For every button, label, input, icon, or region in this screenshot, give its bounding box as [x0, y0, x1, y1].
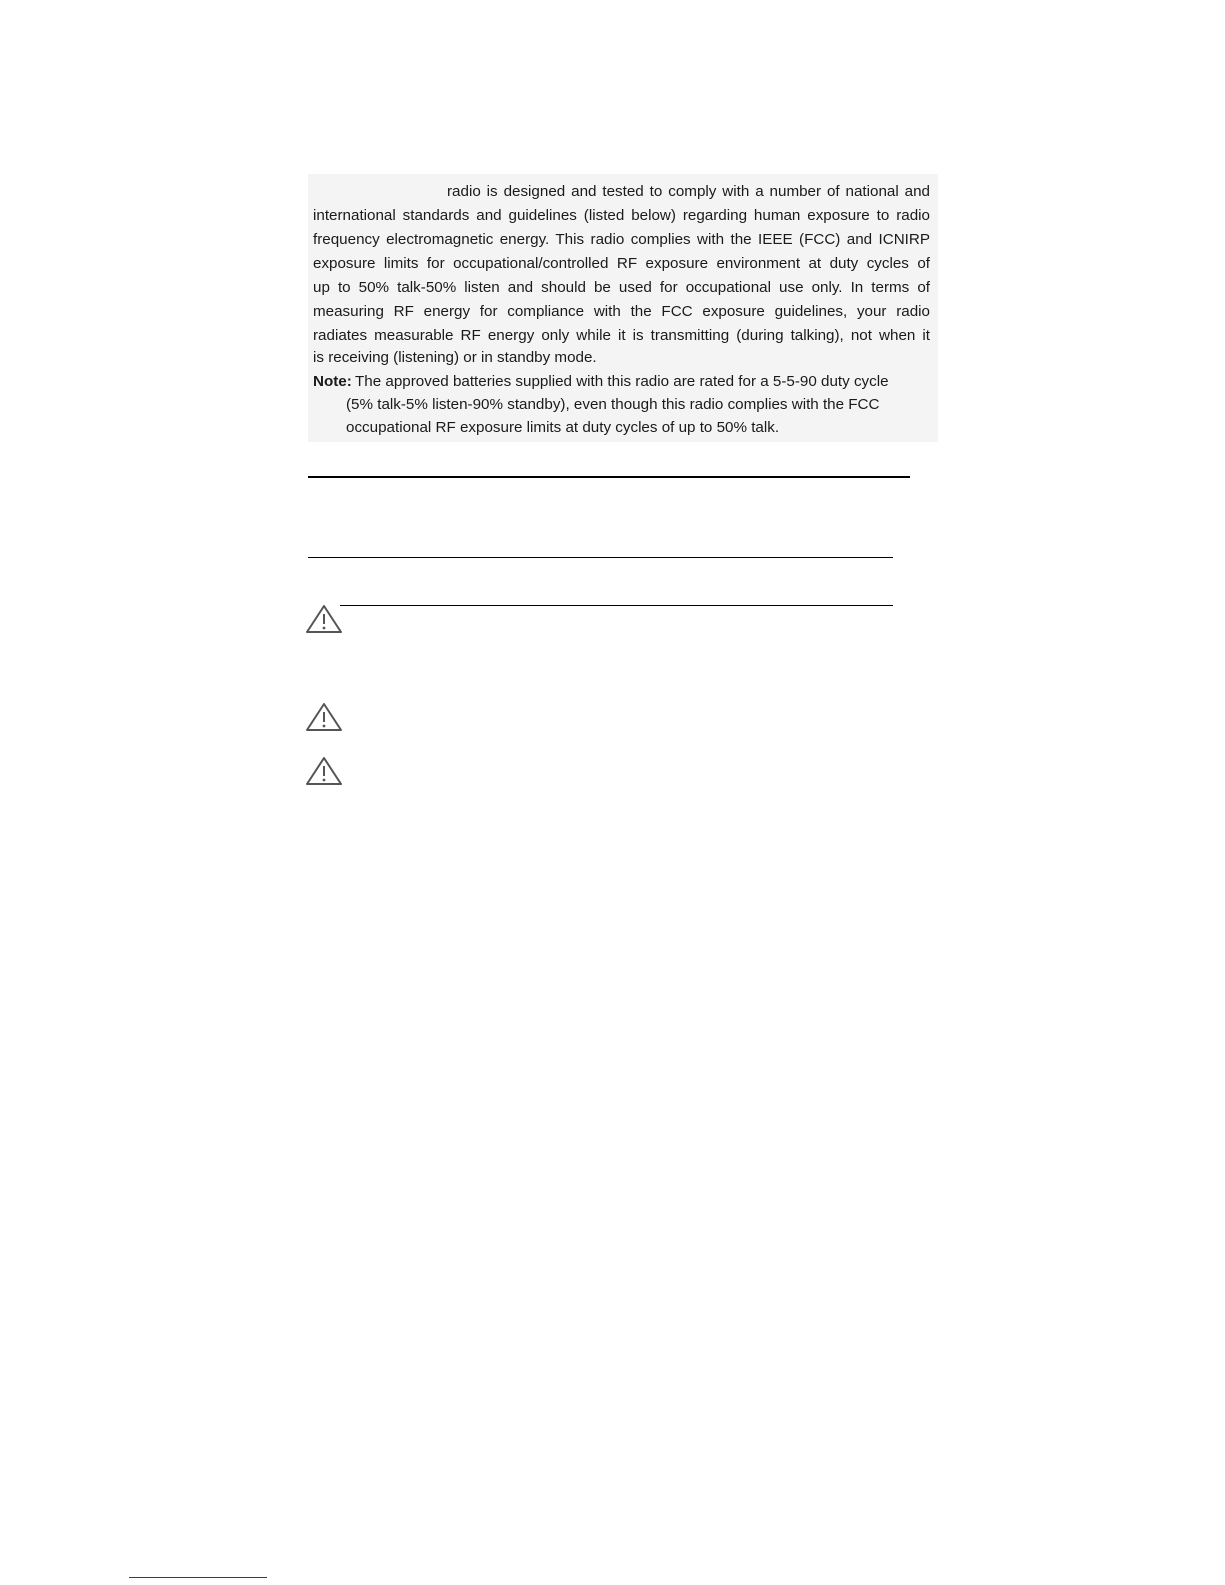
note-line: (5% talk-5% listen-90% standby), even though this radio complies with the FCC — [346, 396, 880, 413]
warning-triangle-icon — [305, 604, 343, 634]
paragraph-line: radio is designed and tested to comply with a number of national and — [447, 183, 930, 200]
footer-link-underline[interactable] — [129, 1577, 267, 1578]
paragraph-line: measuring RF energy for compliance with the FCC exposure guidelines, your radio — [313, 303, 930, 320]
note-label: Note: — [313, 373, 352, 390]
paragraph-line: radiates measurable RF energy only while it is transmitting (during talking), not when it — [313, 327, 930, 344]
paragraph-line: exposure limits for occupational/controlled RF exposure environment at duty cycles of — [313, 255, 930, 272]
section-divider — [308, 476, 910, 478]
note-line: The approved batteries supplied with this radio are rated for a 5-5-90 duty cycle — [355, 373, 889, 390]
warning-triangle-icon — [305, 702, 343, 732]
warning-triangle-icon — [305, 756, 343, 786]
paragraph-line: frequency electromagnetic energy. This radio complies with the IEEE (FCC) and ICNIRP — [313, 231, 930, 248]
paragraph-line: up to 50% talk-50% listen and should be used for occupational use only. In terms of — [313, 279, 930, 296]
section-divider — [308, 557, 893, 558]
paragraph-line: is receiving (listening) or in standby mode. — [313, 349, 597, 366]
section-divider — [340, 605, 893, 606]
note-line: occupational RF exposure limits at duty cycles of up to 50% talk. — [346, 419, 780, 436]
paragraph-line: international standards and guidelines (listed below) regarding human exposure to radio — [313, 207, 930, 224]
